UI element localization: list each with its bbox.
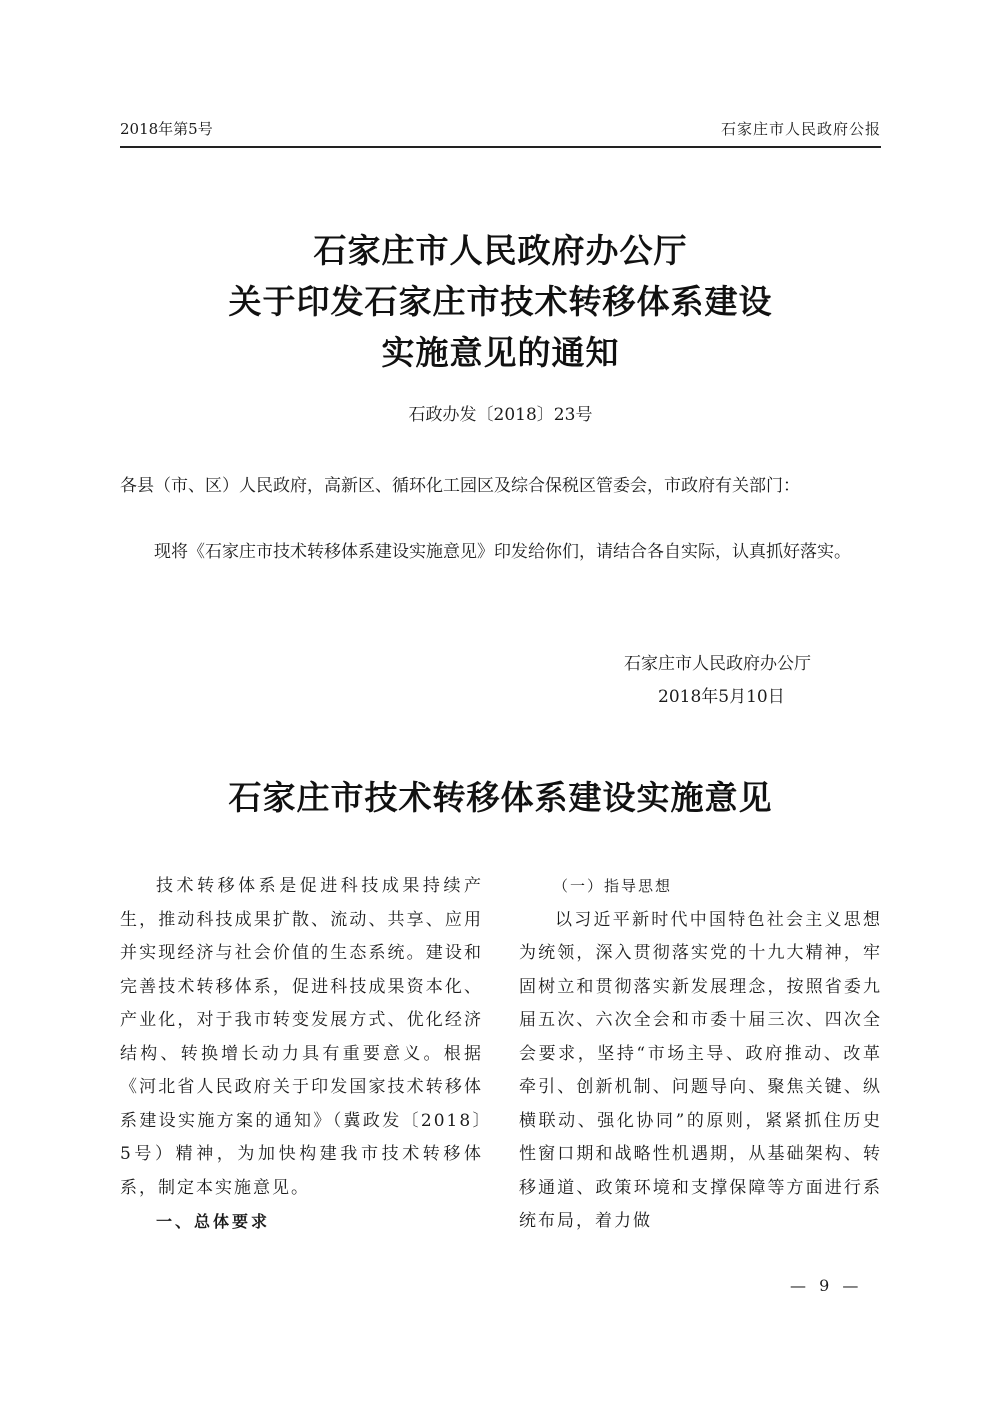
notice-title-line: 石家庄市人民政府办公厅: [313, 231, 688, 270]
page-header: [120, 118, 881, 140]
issue-label: 2018年第5号: [120, 120, 213, 138]
section-heading: 一、总体要求: [156, 1212, 271, 1231]
notice-title: [120, 225, 881, 378]
publication-name: 石家庄市人民政府公报: [720, 120, 881, 138]
addressee: 各县（市、区）人民政府，高新区、循环化工园区及综合保税区管委会，市政府有关部门：: [120, 476, 800, 496]
signature-date: 2018年5月10日: [658, 687, 785, 707]
header-divider: [120, 146, 881, 148]
guiding-thought-paragraph: 以习近平新时代中国特色社会主义思想为统领，深入贯彻落实党的十九大精神，牢固树立和贯彻落实新发展理念，按照省委九届五次、六次全会和市委十届三次、四次全会要求，坚持“市场主导、政府推动、改革牵引、创新机制、问题导向、聚焦关键、纵横联动、强化协同”的原则，紧紧抓住历史性窗口期和战略性机遇期，从基础架构、转移通道、政策环境和支撑保障等方面进行系统布局，着力做: [519, 909, 882, 1231]
document-number: 石政办发〔2018〕23号: [408, 405, 593, 425]
notice-body: 现将《石家庄市技术转移体系建设实施意见》印发给你们，请结合各自实际，认真抓好落实。: [154, 542, 851, 562]
notice-title-line: 实施意见的通知: [381, 333, 620, 372]
page-number: — 9 —: [790, 1276, 863, 1295]
notice-title-line: 关于印发石家庄市技术转移体系建设: [228, 282, 773, 321]
right-column: [519, 870, 882, 1239]
signature-organization: 石家庄市人民政府办公厅: [624, 654, 811, 674]
intro-paragraph: 技术转移体系是促进科技成果持续产生，推动科技成果扩散、流动、共享、应用并实现经济与社会价值的生态系统。建设和完善技术转移体系，促进科技成果资本化、产业化，对于我市转变发展方式、优化经济结构、转换增长动力具有重要意义。根据《河北省人民政府关于印发国家技术转移体系建设实施方案的通知》（冀政发〔2018〕5号）精神，为加快构建我市技术转移体系，制定本实施意见。: [120, 876, 483, 1198]
signature-block: [560, 648, 900, 714]
left-column: [120, 870, 483, 1239]
opinion-title: 石家庄市技术转移体系建设实施意见: [228, 778, 773, 817]
subsection-heading: （一）指导思想: [553, 877, 673, 895]
